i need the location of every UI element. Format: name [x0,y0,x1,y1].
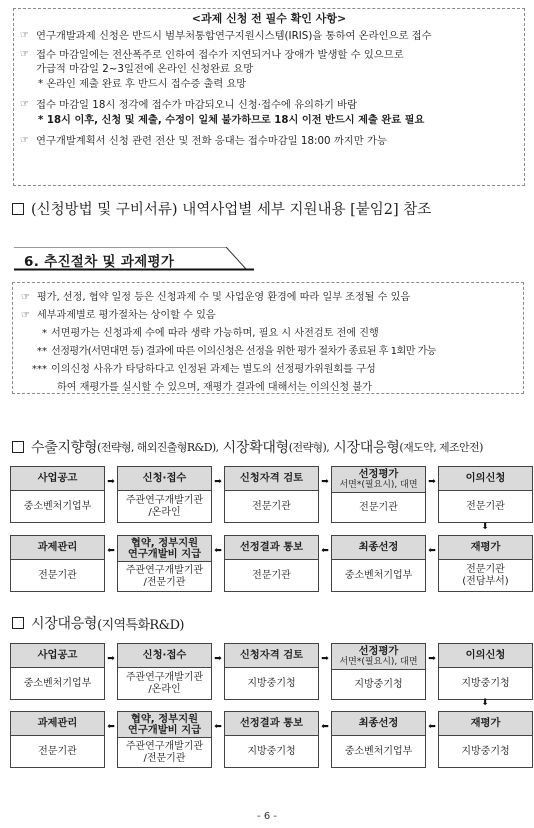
flow-step-body2: (전담부서) [462,575,509,587]
notice-item-text: 연구개발계획서 신청 관련 전산 및 전화 응대는 접수마감일 18:00 까지만 가능 [36,135,387,147]
flow-step-box [224,643,319,700]
notice-item-text-cont: 가급적 마감일 2~3일전에 온라인 신청완료 요망 [36,63,254,75]
flow-step-box [10,711,105,768]
flow-step-body: 지방중기청 [461,745,510,757]
pointing-hand-icon: ☞ [20,135,29,146]
notice-title: <과제 신청 전 필수 확인 사항> [191,12,347,25]
arrow-down-icon: ⬇ [481,698,489,708]
page-number: - 6 - [257,811,277,822]
flow-step-body: 주관연구개발기관 [125,564,204,576]
note-star: * [41,328,47,339]
notice-note: * 온라인 제출 완료 후 반드시 접수증 출력 요망 [38,79,247,90]
flow-step-body: 주관연구개발기관 [125,494,204,506]
flow-step-head: 사업공고 [11,644,104,668]
arrow-left-icon: ⬅ [107,722,115,732]
flow-step-body: 중소벤처기업부 [344,745,413,757]
arrow-left-icon: ⬅ [428,722,436,732]
flow-step-head: 재평가 [439,712,532,736]
flow-step-head: 이의신청 [439,644,532,668]
checkbox-square-icon [12,617,24,629]
flow-step-body: 전문기관 [252,500,291,512]
notice-item [20,29,518,43]
flow-step-head: 최종선정 [332,536,425,560]
section-heading [14,247,254,271]
flow-step-head2: 서면*(필요시), 대면 [339,479,418,490]
flow1-title-sub3: (재도약, 제조안전) [399,441,483,454]
process-note-text-cont: 하여 재평가를 실시할 수 있으며, 재평가 결과에 대해서는 이의신청 불가 [57,382,372,393]
flow1-title-sub2: (전략형), [288,441,330,454]
flow-step-head: 신청자격 검토 [225,644,318,668]
flow-step-head: 과제관리 [11,712,104,736]
process-note [21,363,517,377]
flow-step-body: 주관연구개발기관 [125,671,204,683]
flow-step-box [224,535,319,592]
arrow-left-icon: ⬅ [214,722,222,732]
flow-step-body2: /온라인 [148,506,181,518]
process-line-text: 세부과제별로 평가절차는 상이할 수 있음 [37,310,216,321]
flow-step-head: 선정평가 [358,644,399,657]
flow2-title-sub: (지역특화R&D) [97,617,184,633]
process-note-text: 선정평가(서면대면 등) 결과에 따른 이의신청은 선정을 위한 평가 절차가 종료된 후 1회만 가능 [51,346,436,357]
flow-step-body: 전문기관 [466,563,505,575]
flow-step-body: 지방중기청 [247,677,296,689]
flow-step-box [331,643,426,700]
flow-step-body2: /전문기관 [143,752,186,764]
flow-step-body: 전문기관 [38,569,77,581]
flow-step-body: 중소벤처기업부 [344,569,413,581]
flow-step-box [224,466,319,523]
pointing-hand-icon: ☞ [20,49,29,60]
arrow-down-icon: ⬇ [481,522,489,532]
note-star: *** [31,364,47,375]
arrow-left-icon: ⬅ [321,546,329,556]
flow-step-body: 전문기관 [359,501,398,513]
required-notice-box [13,8,525,186]
process-note [21,327,517,341]
flow1-title-main2: 시장확대형 [222,440,289,456]
flow-step-body: 전문기관 [252,569,291,581]
flow1-title-sub: (전략형, 해외진출형R&D), [97,441,219,454]
notice-item-text: 연구개발과제 신청은 반드시 범부처통합연구지원시스템(IRIS)을 통하여 온라인으로 접수 [36,30,432,42]
flow-step-body: 중소벤처기업부 [23,677,92,689]
flow2-title [12,613,184,633]
process-note-cont [21,381,517,395]
arrow-right-icon: ➡ [214,654,222,664]
arrow-right-icon: ➡ [214,477,222,487]
flow-step-head2: 연구개발비 지급 [127,723,202,736]
flow-step-head: 선정평가 [358,467,399,480]
notice-item [20,48,518,76]
apply-method-text: (신청방법 및 구비서류) 내역사업별 세부 지원내용 [붙임2] 참조 [31,202,432,218]
flow-step-head: 신청·접수 [118,644,211,668]
arrow-right-icon: ➡ [107,654,115,664]
flow-step-body: 지방중기청 [461,677,510,689]
process-note-text: 서면평가는 신청과제 수에 따라 생략 가능하며, 필요 시 사전검토 전에 진행 [51,328,379,339]
flow-step-box [10,643,105,700]
arrow-left-icon: ⬅ [107,546,115,556]
flow1-title-main3: 시장대응형 [333,440,400,456]
flow-step-box [117,466,212,523]
flow1-title-main: 수출지향형 [31,440,98,456]
arrow-right-icon: ➡ [428,654,436,664]
flow-step-box [117,711,212,768]
flow-step-box [438,466,533,523]
arrow-left-icon: ⬅ [214,546,222,556]
flow-step-head: 이의신청 [439,467,532,491]
flow-step-box [331,535,426,592]
flow-step-head: 재평가 [439,536,532,560]
process-line [21,309,517,323]
flow-step-body2: /전문기관 [143,576,186,588]
flow-step-box [331,711,426,768]
checkbox-square-icon [12,203,24,215]
flow-step-box [10,535,105,592]
apply-method-line [12,198,532,219]
flow-step-body: 지방중기청 [247,745,296,757]
flow-step-head: 과제관리 [11,536,104,560]
flow-step-head: 선정결과 통보 [225,712,318,736]
arrow-left-icon: ⬅ [428,546,436,556]
flow-step-head: 최종선정 [332,712,425,736]
notice-item [20,134,518,148]
flow-step-body: 주관연구개발기관 [125,740,204,752]
flow-step-head: 신청자격 검토 [225,467,318,491]
flow-step-box [438,643,533,700]
flow-step-box [438,535,533,592]
flow-step-body: 전문기관 [466,500,505,512]
flow-step-head: 협약, 정부지원 [130,712,199,725]
flow-step-box [331,466,426,523]
flow-step-head: 선정결과 통보 [225,536,318,560]
flow-step-head2: 서면*(필요시), 대면 [339,656,418,667]
flow-step-head2: 연구개발비 지급 [127,547,202,560]
process-note [21,345,517,359]
notice-item-text: 접수 마감일 18시 정각에 접수가 마감되오니 신청·접수에 유의하기 바람 [36,99,358,111]
flow-step-box [438,711,533,768]
flow-step-head: 사업공고 [11,467,104,491]
flow-step-body: 전문기관 [38,745,77,757]
process-line-text: 평가, 선정, 협약 일정 등은 신청과제 수 및 사업운영 환경에 따라 일부 조정될 수 있음 [37,292,411,303]
note-star: ** [36,346,47,357]
arrow-right-icon: ➡ [428,477,436,487]
pointing-hand-icon: ☞ [20,99,29,110]
pointing-hand-icon: ☞ [21,292,30,303]
checkbox-square-icon [12,441,24,453]
process-line [21,291,517,305]
section-title: 6. 추진절차 및 과제평가 [24,254,175,270]
flow-step-box [224,711,319,768]
flow-step-body2: /온라인 [148,683,181,695]
flow-step-body: 중소벤처기업부 [23,500,92,512]
pointing-hand-icon: ☞ [21,310,30,321]
process-notes-box [12,282,524,394]
flow-step-box [117,535,212,592]
pointing-hand-icon: ☞ [20,30,29,41]
notice-item-text: 접수 마감일에는 전산폭주로 인하여 접수가 지연되거나 장애가 발생할 수 있으므로 [36,49,404,61]
flow-step-head: 신청·접수 [118,467,211,491]
flow-step-head: 협약, 정부지원 [130,536,199,549]
flow2-title-main: 시장대응형 [31,616,98,632]
arrow-right-icon: ➡ [321,477,329,487]
flow-step-box [10,466,105,523]
arrow-left-icon: ⬅ [321,722,329,732]
flow-step-body: 지방중기청 [354,678,403,690]
flow-step-box [117,643,212,700]
flow1-title [12,437,483,457]
arrow-right-icon: ➡ [107,477,115,487]
arrow-right-icon: ➡ [321,654,329,664]
notice-note-bold: * 18시 이후, 신청 및 제출, 수정이 일체 불가하므로 18시 이전 반드시 제출 완료 필요 [38,115,425,126]
process-note-text: 이의신청 사유가 타당하다고 인정된 과제는 별도의 선정평가위원회를 구성 [51,364,376,375]
notice-item [20,98,518,112]
